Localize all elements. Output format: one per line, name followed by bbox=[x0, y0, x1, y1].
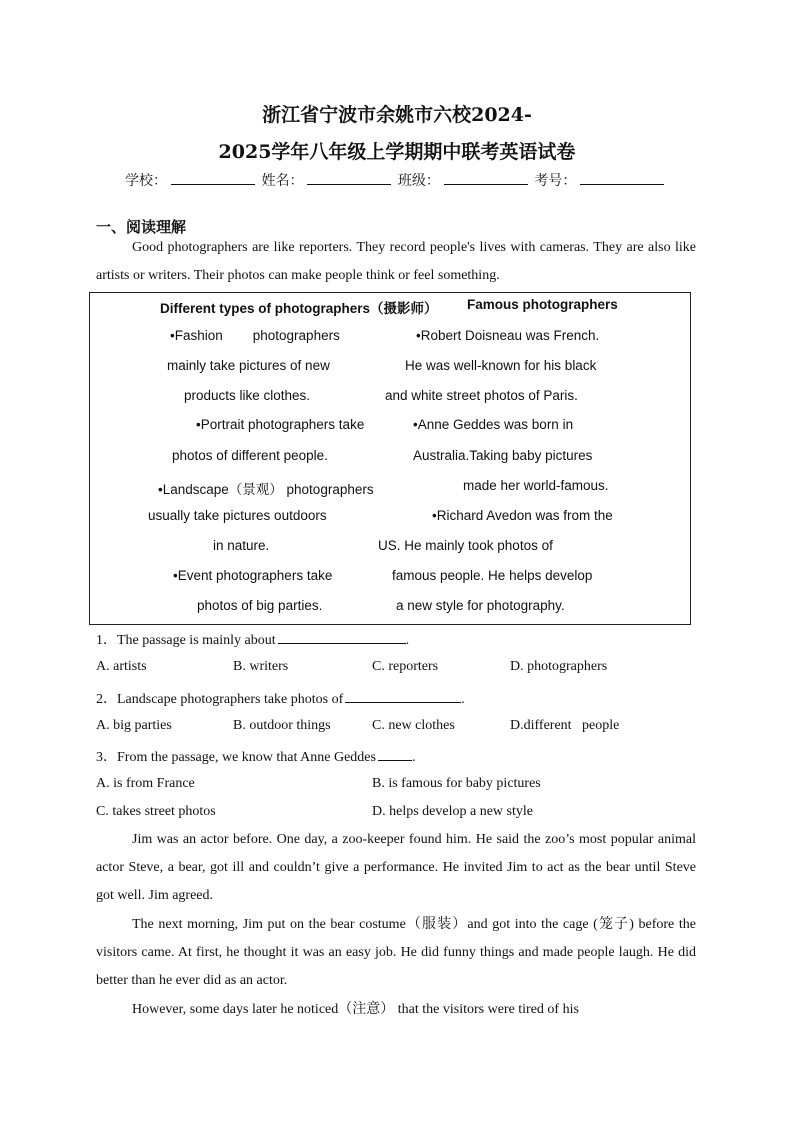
q1-option-b[interactable]: B. writers bbox=[233, 659, 289, 674]
exam-number-label: 考号： bbox=[534, 173, 577, 189]
box-right-line: •Richard Avedon was from the bbox=[432, 508, 613, 523]
intro-paragraph: Good photographers are like reporters. They record people's lives with cameras. They are also like artists or writers. Their photos can make people think or feel something. bbox=[96, 240, 696, 283]
passage2-paragraph-3: However, some days later he noticed（注意） that the visitors were tired of his bbox=[132, 1002, 579, 1017]
question-3 bbox=[96, 746, 415, 766]
passage2-paragraph-2: The next morning, Jim put on the bear costume（服装）and got into the cage (笼子) before the visitors came. At first, he thought it was an easy job. He did funny things and made people laugh. He did better than he ever did as an actor. bbox=[96, 917, 696, 988]
q1-option-a[interactable]: A. artists bbox=[96, 659, 147, 674]
box-left-line: •Event photographers take bbox=[173, 568, 333, 583]
box-left-line: products like clothes. bbox=[184, 388, 311, 403]
class-blank[interactable] bbox=[444, 170, 528, 185]
q2-option-d[interactable]: D.different people bbox=[510, 718, 620, 733]
exam-title-line1: 浙江省宁波市余姚市六校2024- bbox=[262, 104, 532, 126]
q3-option-a[interactable]: A. is from France bbox=[96, 776, 195, 791]
box-right-line: made her world-famous. bbox=[463, 478, 609, 493]
box-left-line: usually take pictures outdoors bbox=[148, 508, 327, 523]
q2-option-b[interactable]: B. outdoor things bbox=[233, 718, 331, 733]
question-1 bbox=[96, 629, 409, 649]
exam-title-line2: 2025学年八年级上学期期中联考英语试卷 bbox=[218, 141, 576, 163]
question-2-tail: . bbox=[461, 692, 465, 707]
q1-option-c[interactable]: C. reporters bbox=[372, 659, 439, 674]
class-label: 班级： bbox=[397, 173, 440, 189]
info-box bbox=[89, 292, 691, 625]
box-left-line: mainly take pictures of new bbox=[167, 358, 330, 373]
box-right-line: Australia.Taking baby pictures bbox=[413, 448, 593, 463]
q2-option-a[interactable]: A. big parties bbox=[96, 718, 172, 733]
box-left-line: in nature. bbox=[213, 538, 270, 553]
q3-option-d[interactable]: D. helps develop a new style bbox=[372, 804, 533, 819]
box-right-line: He was well-known for his black bbox=[405, 358, 597, 373]
question-1-tail: . bbox=[405, 633, 410, 648]
name-blank[interactable] bbox=[307, 170, 391, 185]
box-right-line: and white street photos of Paris. bbox=[385, 388, 578, 403]
box-right-line: •Robert Doisneau was French. bbox=[416, 328, 600, 343]
question-2-answer-blank[interactable] bbox=[345, 688, 461, 703]
passage2-paragraph-1: Jim was an actor before. One day, a zoo-keeper found him. He said the zoo’s most popular animal actor Steve, a bear, got ill and couldn’t give a performance. He invited Jim to act as the bear until Steve got well. Jim agreed. bbox=[96, 832, 696, 903]
exam-number-blank[interactable] bbox=[580, 170, 664, 185]
question-2-stem: 2．Landscape photographers take photos of bbox=[96, 692, 344, 707]
box-left-line: •Landscape（景观） photographers bbox=[158, 482, 374, 497]
question-1-stem: 1．The passage is mainly about bbox=[96, 633, 276, 648]
q2-option-c[interactable]: C. new clothes bbox=[372, 718, 455, 733]
box-left-line: •Fashion photographers bbox=[170, 328, 340, 343]
box-right-line: US. He mainly took photos of bbox=[378, 538, 553, 553]
box-header-right: Famous photographers bbox=[467, 297, 618, 312]
box-left-line: •Portrait photographers take bbox=[196, 417, 365, 432]
box-left-line: photos of big parties. bbox=[197, 598, 323, 613]
school-blank[interactable] bbox=[171, 170, 255, 185]
question-3-answer-blank[interactable] bbox=[378, 746, 412, 761]
box-right-line: famous people. He helps develop bbox=[392, 568, 593, 583]
student-info-line bbox=[125, 170, 666, 190]
question-2 bbox=[96, 688, 465, 708]
question-1-answer-blank[interactable] bbox=[278, 629, 406, 644]
q3-option-c[interactable]: C. takes street photos bbox=[96, 804, 216, 819]
box-header-left: Different types of photographers（摄影师） bbox=[160, 301, 438, 316]
box-left-line: photos of different people. bbox=[172, 448, 328, 463]
name-label: 姓名： bbox=[261, 173, 304, 189]
q3-option-b[interactable]: B. is famous for baby pictures bbox=[372, 776, 541, 791]
box-right-line: a new style for photography. bbox=[396, 598, 565, 613]
section-heading: 一、阅读理解 bbox=[96, 218, 187, 236]
question-3-tail: . bbox=[411, 750, 416, 765]
box-right-line: •Anne Geddes was born in bbox=[413, 417, 574, 432]
question-3-stem: 3．From the passage, we know that Anne Geddes bbox=[96, 750, 376, 765]
q1-option-d[interactable]: D. photographers bbox=[510, 659, 608, 674]
school-label: 学校： bbox=[125, 173, 167, 189]
